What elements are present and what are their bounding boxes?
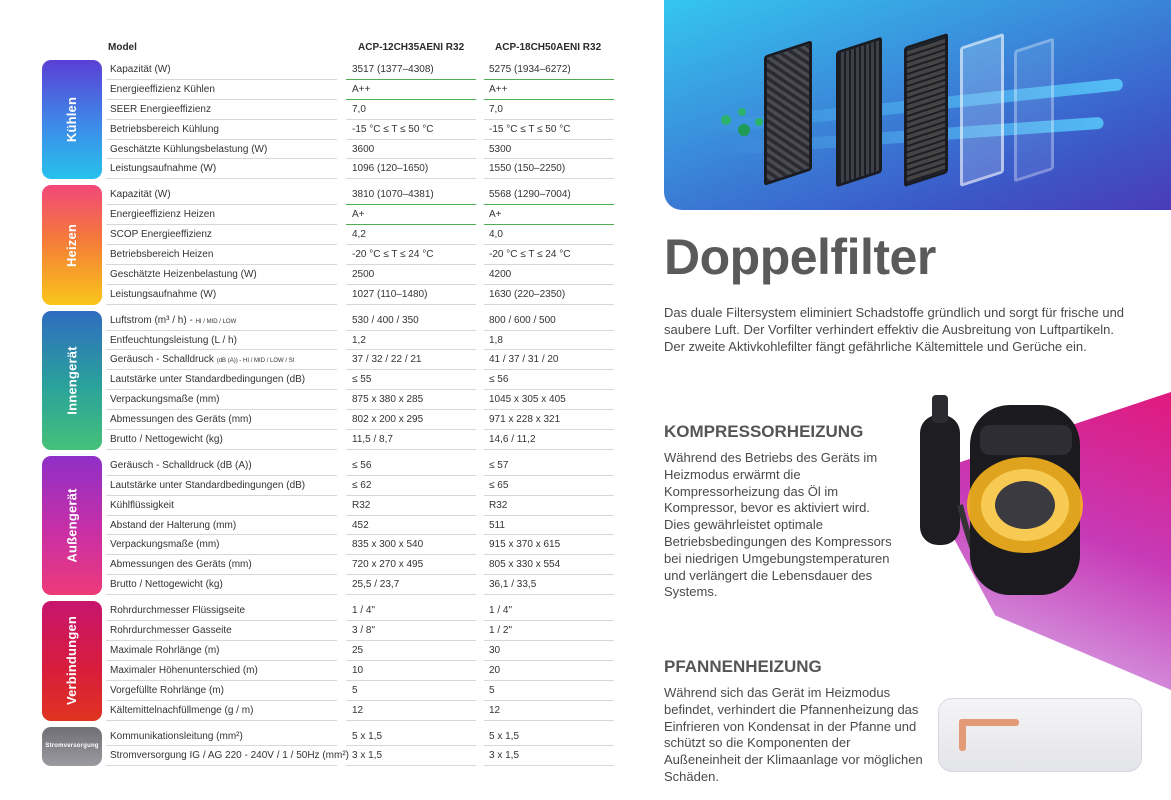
row-label-text: Rohrdurchmesser Flüssigseite — [110, 605, 246, 617]
table-row — [106, 140, 617, 160]
row-value-col1: 530 / 400 / 350 — [352, 314, 419, 326]
table-row — [106, 390, 617, 410]
section-verb — [42, 601, 617, 720]
row-value-col1: 25 — [352, 644, 364, 656]
table-row — [106, 80, 617, 100]
row-value-col1: 5 — [352, 684, 358, 696]
section-tab-kuehlen — [42, 60, 102, 179]
row-label — [110, 605, 245, 616]
row-value-col2: 1,8 — [489, 334, 503, 346]
row-value-col1: 720 x 270 x 495 — [352, 559, 424, 571]
row-label-text: Brutto / Nettogewicht (kg) — [110, 579, 223, 591]
row-value-col2: ≤ 57 — [489, 459, 509, 471]
row-value-col1: 5 x 1,5 — [352, 730, 383, 742]
row-divider — [346, 720, 476, 721]
row-value-col1: 3517 (1377–4308) — [352, 64, 434, 75]
row-value-col2: 4,0 — [489, 229, 503, 241]
row-value-col1: 11,5 / 8,7 — [352, 434, 393, 446]
row-value-col2: 41 / 37 / 31 / 20 — [489, 354, 559, 366]
row-value-col1: 10 — [352, 664, 364, 676]
row-value-col1: 452 — [352, 519, 369, 531]
row-value-col1: ≤ 62 — [352, 479, 372, 491]
row-label — [110, 705, 253, 716]
row-divider — [484, 720, 614, 721]
row-divider — [106, 304, 337, 305]
row-label-text: Lautstärke unter Standardbedingungen (dB) — [110, 374, 306, 386]
row-label-sub: (dB (A)) - HI / MID / LOW / SI — [216, 358, 295, 365]
section-rows — [106, 185, 617, 304]
row-divider — [106, 594, 337, 595]
row-value-col1: R32 — [352, 499, 371, 511]
carbon-filter-panel — [836, 37, 882, 188]
row-divider — [346, 178, 476, 179]
section-label: Außengerät — [64, 488, 80, 563]
row-label-text: Abmessungen des Geräts (mm) — [110, 414, 252, 426]
row-value-col1: 3 x 1,5 — [352, 750, 383, 762]
table-row — [106, 681, 617, 701]
row-value-col2: ≤ 65 — [489, 479, 509, 491]
row-label-sub: HI / MID / LOW — [195, 318, 237, 325]
row-divider — [346, 594, 476, 595]
row-value-col2: 915 x 370 x 615 — [489, 539, 561, 551]
row-value-col2: 1 / 2" — [489, 625, 513, 637]
table-row — [106, 245, 617, 265]
section-label: Innengerät — [64, 346, 80, 415]
table-row — [106, 535, 617, 555]
row-value-col1: 1027 (110–1480) — [352, 288, 428, 300]
section-tab-aussen — [42, 456, 102, 595]
intro-text: Das duale Filtersystem eliminiert Schadstoffe gründlich und sorgt für frische und saubere Luft. Der Vorfilter verhindert effektiv die Ausbreitung von Luftpartikeln. Der zweite Aktivkohlefilter fängt gefährliche Kältemittele und Gerüche ein. — [664, 305, 1125, 354]
row-label — [110, 315, 236, 326]
row-divider — [346, 304, 476, 305]
row-label-text: Kältemittelnachfüllmenge (g / m) — [110, 704, 254, 716]
row-value-col2: 12 — [489, 704, 501, 716]
row-divider — [106, 720, 337, 721]
section-innen — [42, 311, 617, 450]
row-value-col1: 1096 (120–1650) — [352, 163, 429, 175]
table-row — [106, 727, 617, 747]
row-value-col1: ≤ 55 — [352, 374, 372, 386]
row-value-col1: 802 x 200 x 295 — [352, 414, 424, 426]
row-label-text: Kommunikationsleitung (mm²) — [110, 730, 243, 742]
row-label — [110, 500, 174, 511]
row-label — [110, 414, 252, 425]
table-row — [106, 430, 617, 450]
row-label — [110, 229, 212, 240]
section-tab-verb — [42, 601, 102, 720]
row-label-text: Geschätzte Kühlungsbelastung (W) — [110, 143, 268, 155]
row-label — [110, 645, 219, 656]
row-label-text: Betriebsbereich Heizen — [110, 249, 214, 261]
row-value-col1: -20 °C ≤ T ≤ 24 °C — [352, 249, 434, 261]
row-label-text: Abstand der Halterung (mm) — [110, 519, 237, 531]
row-value-col1: ≤ 56 — [352, 459, 372, 471]
table-row — [106, 601, 617, 621]
table-row — [106, 496, 617, 516]
row-label — [110, 665, 258, 676]
row-label-text: Lautstärke unter Standardbedingungen (dB) — [110, 479, 306, 491]
row-label — [110, 249, 213, 260]
table-row — [106, 285, 617, 305]
row-label-text: Kapazität (W) — [110, 189, 171, 201]
row-label — [110, 189, 171, 200]
row-value-col2: R32 — [489, 499, 508, 511]
row-label — [110, 539, 219, 550]
heater-pipe — [959, 719, 966, 751]
row-label-text: SEER Energieeffizienz — [110, 103, 211, 115]
table-row — [106, 120, 617, 140]
table-row — [106, 60, 617, 80]
row-value-col1: 1,2 — [352, 334, 366, 346]
row-value-col2: 971 x 228 x 321 — [489, 414, 561, 426]
row-label — [110, 579, 223, 590]
table-row — [106, 476, 617, 496]
pfanne-text: Während sich das Gerät im Heizmodus befindet, verhindert die Pfannenheizung das Einfrieren von Kondensat in der Pfanne und schützt so die Komponenten der Außeneinheit der Klimaanlage vor möglichen Schäden. — [664, 685, 923, 784]
filter-panel — [904, 33, 948, 187]
table-row — [106, 370, 617, 390]
table-row — [106, 746, 617, 766]
row-value-col2: 1045 x 305 x 405 — [489, 394, 566, 406]
table-row — [106, 185, 617, 205]
table-row — [106, 555, 617, 575]
row-value-col2: 511 — [489, 519, 505, 531]
table-row — [106, 575, 617, 595]
section-rows — [106, 311, 617, 450]
row-label — [110, 104, 211, 115]
table-row — [106, 225, 617, 245]
row-label — [110, 460, 252, 471]
row-value-col2: 5275 (1934–6272) — [489, 64, 571, 75]
table-row — [106, 456, 617, 476]
row-value-col1: 4,2 — [352, 229, 366, 241]
row-value-col2: A++ — [489, 83, 508, 95]
header-col2: ACP-18CH50AENI R32 — [495, 42, 602, 53]
section-aussen — [42, 456, 617, 595]
row-label — [110, 394, 219, 405]
row-label — [110, 559, 252, 570]
table-row — [106, 410, 617, 430]
row-value-col1: 835 x 300 x 540 — [352, 539, 424, 551]
section-strom — [42, 727, 617, 767]
row-label-text: SCOP Energieeffizienz — [110, 229, 212, 241]
section-tab-innen — [42, 311, 102, 450]
table-row — [106, 701, 617, 721]
row-value-col1: 3810 (1070–4381) — [352, 189, 434, 201]
section-rows — [106, 727, 617, 767]
row-label — [110, 269, 257, 280]
row-divider — [106, 765, 337, 766]
table-row — [106, 516, 617, 536]
row-label-text: Leistungsaufnahme (W) — [110, 288, 217, 300]
row-label — [110, 434, 223, 445]
row-value-col2: -15 °C ≤ T ≤ 50 °C — [489, 123, 571, 135]
row-label — [110, 685, 224, 696]
row-value-col2: 4200 — [489, 268, 512, 280]
row-label — [110, 520, 236, 531]
row-divider — [346, 765, 476, 766]
row-label-text: Rohrdurchmesser Gasseite — [110, 625, 232, 637]
section-rows — [106, 601, 617, 720]
section-tab-heizen — [42, 185, 102, 304]
row-label-text: Geräusch - Schalldruck (dB (A)) — [110, 459, 252, 471]
row-value-col2: 5300 — [489, 143, 512, 155]
row-divider — [484, 449, 614, 450]
row-value-col1: 12 — [352, 704, 364, 716]
section-rows — [106, 60, 617, 179]
section-rows — [106, 456, 617, 595]
particles-icon — [714, 100, 774, 150]
row-value-col1: -15 °C ≤ T ≤ 50 °C — [352, 123, 434, 135]
filter-panel-transparent — [960, 33, 1004, 187]
row-value-col2: 30 — [489, 644, 501, 656]
row-value-col1: 1 / 4" — [352, 605, 376, 617]
row-label — [110, 480, 305, 491]
row-divider — [106, 178, 337, 179]
row-value-col1: 7,0 — [352, 103, 366, 115]
row-value-col1: 25,5 / 23,7 — [352, 579, 400, 591]
row-label-text: Geschätzte Heizenbelastung (W) — [110, 268, 257, 280]
row-label-text: Stromversorgung IG / AG 220 - 240V / 1 / 50Hz (mm²) — [110, 750, 349, 762]
row-value-col2: ≤ 56 — [489, 374, 509, 386]
section-label: Kühlen — [64, 97, 80, 143]
table-row — [106, 265, 617, 285]
row-label-text: Brutto / Nettogewicht (kg) — [110, 434, 223, 446]
table-row — [106, 621, 617, 641]
header-model: Model — [108, 42, 137, 53]
row-value-col2: 3 x 1,5 — [489, 750, 520, 762]
spec-table — [42, 38, 617, 772]
row-label — [110, 84, 215, 95]
row-label — [110, 289, 216, 300]
row-label-text: Luftstrom (m³ / h) - — [110, 314, 193, 326]
table-row — [106, 350, 617, 370]
row-label — [110, 163, 216, 174]
row-label-text: Abmessungen des Geräts (mm) — [110, 559, 252, 571]
row-label — [110, 625, 232, 636]
compressor-image — [910, 385, 1085, 605]
row-value-col2: 5568 (1290–7004) — [489, 189, 571, 201]
kompressor-text: Während des Betriebs des Geräts im Heizmodus erwärmt die Kompressorheizung das Öl im Kompressor, bevor es aktiviert wird. Dies gewährleistet optimale Betriebsbedingungen des Kompressors bei niedrigen Umgebungstemperaturen und verlängert die Lebensdauer des Systems. — [664, 450, 892, 600]
table-row — [106, 205, 617, 225]
section-heizen — [42, 185, 617, 304]
row-label — [110, 374, 305, 385]
filter-panel-faint — [1014, 38, 1054, 183]
row-value-col2: -20 °C ≤ T ≤ 24 °C — [489, 249, 571, 261]
row-value-col2: 800 / 600 / 500 — [489, 314, 556, 326]
row-label-text: Verpackungsmaße (mm) — [110, 394, 220, 406]
row-value-col2: 1550 (150–2250) — [489, 163, 566, 175]
table-row — [106, 311, 617, 331]
row-value-col2: A+ — [489, 209, 502, 221]
pan-heater-image — [938, 698, 1142, 772]
row-label-text: Betriebsbereich Kühlung — [110, 123, 219, 135]
row-label — [110, 335, 237, 346]
table-row — [106, 331, 617, 351]
row-label-text: Maximaler Höhenunterschied (m) — [110, 664, 258, 676]
row-value-col1: 37 / 32 / 22 / 21 — [352, 354, 422, 366]
row-divider — [106, 449, 337, 450]
row-label-text: Energieeffizienz Heizen — [110, 209, 215, 221]
row-label-text: Kühlflüssigkeit — [110, 499, 174, 511]
row-label-text: Kapazität (W) — [110, 64, 171, 75]
row-value-col2: 36,1 / 33,5 — [489, 579, 537, 591]
row-label-text: Energieeffizienz Kühlen — [110, 83, 215, 95]
row-divider — [484, 178, 614, 179]
row-divider — [484, 304, 614, 305]
kompressor-heading: KOMPRESSORHEIZUNG — [664, 422, 864, 441]
header-col1: ACP-12CH35AENI R32 — [358, 42, 465, 53]
heater-pipe — [959, 719, 1019, 726]
row-label — [110, 750, 349, 761]
row-label-text: Vorgefüllte Rohrlänge (m) — [110, 684, 224, 696]
table-row — [106, 159, 617, 179]
row-label — [110, 354, 294, 365]
row-label — [110, 64, 171, 75]
row-label-text: Maximale Rohrlänge (m) — [110, 644, 220, 656]
table-row — [106, 661, 617, 681]
row-value-col1: 875 x 380 x 285 — [352, 394, 424, 406]
section-label: Heizen — [64, 223, 80, 267]
row-label-text: Leistungsaufnahme (W) — [110, 163, 217, 175]
section-label: Stromversorgung — [45, 743, 99, 750]
row-divider — [484, 765, 614, 766]
spec-header — [42, 38, 617, 60]
row-value-col2: 805 x 330 x 554 — [489, 559, 561, 571]
section-kuehlen — [42, 60, 617, 179]
spec-sections — [42, 60, 617, 766]
pfanne-heading: PFANNENHEIZUNG — [664, 657, 822, 676]
row-label — [110, 144, 267, 155]
row-value-col2: 1630 (220–2350) — [489, 288, 566, 300]
row-label-text: Verpackungsmaße (mm) — [110, 539, 220, 551]
row-value-col1: 3600 — [352, 143, 375, 155]
row-value-col2: 1 / 4" — [489, 605, 513, 617]
page-title: Doppelfilter — [664, 229, 936, 285]
row-value-col2: 14,6 / 11,2 — [489, 434, 536, 446]
row-label — [110, 209, 215, 220]
row-value-col2: 5 x 1,5 — [489, 730, 520, 742]
table-row — [106, 641, 617, 661]
row-value-col1: 3 / 8" — [352, 625, 376, 637]
row-label — [110, 124, 219, 135]
row-value-col1: A+ — [352, 209, 365, 221]
row-value-col1: A++ — [352, 83, 371, 95]
row-value-col1: 2500 — [352, 268, 375, 280]
filter-hero-image — [664, 0, 1171, 210]
row-value-col2: 5 — [489, 684, 495, 696]
row-value-col2: 7,0 — [489, 103, 503, 115]
section-label: Verbindungen — [64, 616, 80, 706]
row-divider — [484, 594, 614, 595]
section-tab-strom — [42, 727, 102, 767]
row-value-col2: 20 — [489, 664, 501, 676]
row-label-text: Geräusch - Schalldruck — [110, 354, 214, 366]
row-label-text: Entfeuchtungsleistung (L / h) — [110, 334, 237, 346]
table-row — [106, 100, 617, 120]
row-divider — [346, 449, 476, 450]
row-label — [110, 731, 243, 742]
